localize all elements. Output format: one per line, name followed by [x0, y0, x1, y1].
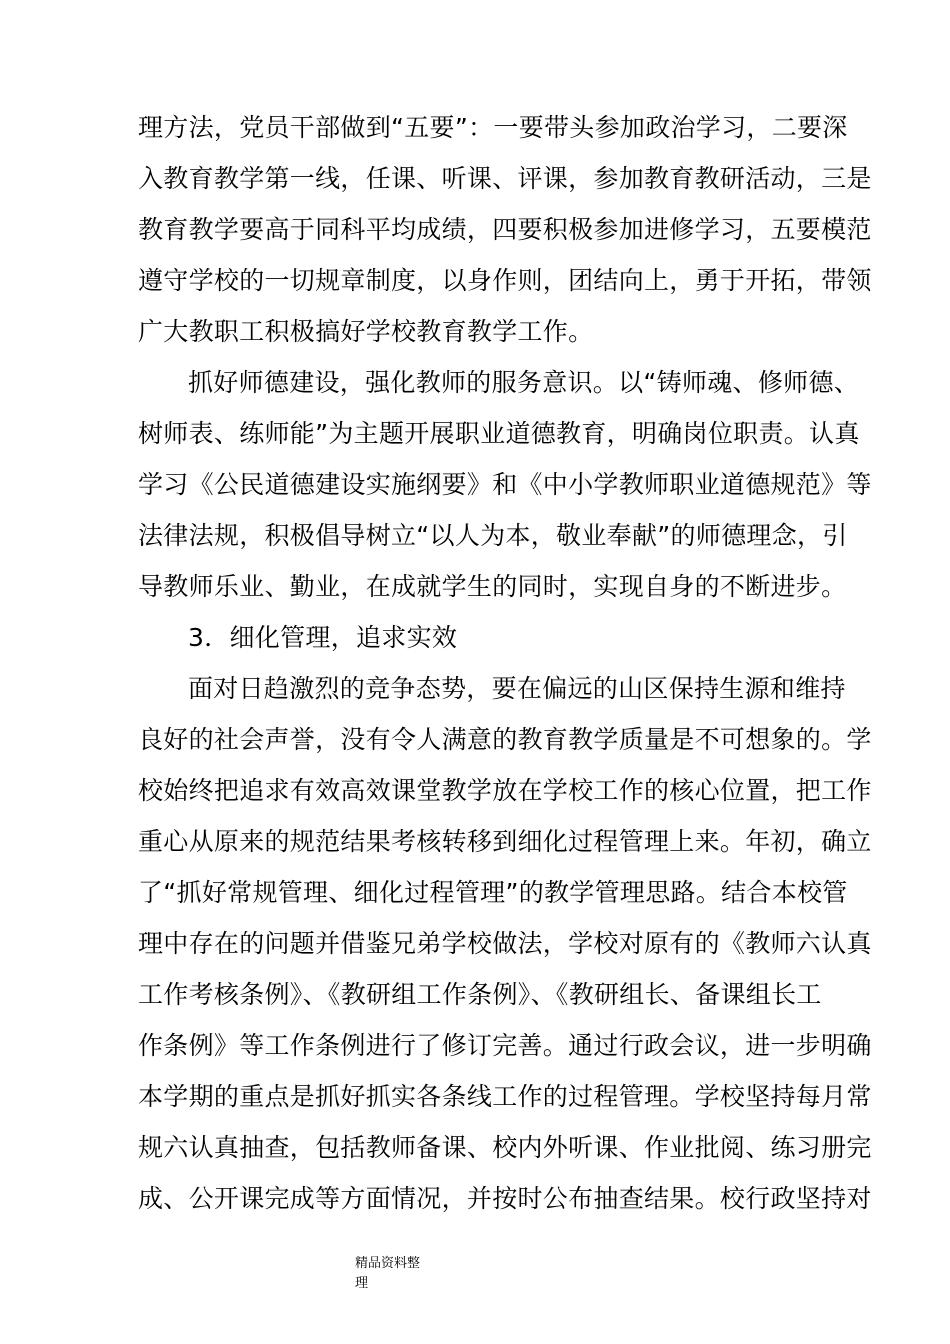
text-line: 良好的社会声誉，没有令人满意的教育教学质量是不可想象的。学 [138, 725, 872, 754]
paragraph-start-line: 面对日趋激烈的竞争态势，要在偏远的山区保持生源和维持 [188, 674, 846, 703]
paragraph-start-line: 抓好师德建设，强化教师的服务意识。以“铸师魂、修师德、 [188, 368, 860, 397]
text-line: 遵守学校的一切规章制度，以身作则，团结向上，勇于开拓，带领 [138, 266, 872, 295]
text-line: 法律法规，积极倡导树立“以人为本，敬业奉献”的师德理念，引 [138, 521, 848, 550]
text-line: 重心从原来的规范结果考核转移到细化过程管理上来。年初，确立 [138, 827, 872, 856]
text-line: 理方法，党员干部做到“五要”：一要带头参加政治学习，二要深 [138, 113, 848, 142]
text-line: 树师表、练师能”为主题开展职业道德教育，明确岗位职责。认真 [138, 419, 860, 448]
footer-text-line-1: 精品资料整 [355, 1256, 421, 1271]
text-line: 学习《公民道德建设实施纲要》和《中小学教师职业道德规范》等 [138, 470, 872, 499]
text-line: 本学期的重点是抓好抓实各条线工作的过程管理。学校坚持每月常 [138, 1082, 872, 1111]
text-line: 工作考核条例》、《教研组工作条例》、《教研组长、备课组长工 [138, 980, 822, 1009]
text-line: 成、公开课完成等方面情况，并按时公布抽查结果。校行政坚持对 [138, 1184, 872, 1213]
text-line: 导教师乐业、勤业，在成就学生的同时，实现自身的不断进步。 [138, 572, 847, 601]
section-heading: 3．细化管理，追求实效 [188, 623, 458, 652]
text-line: 教育教学要高于同科平均成绩，四要积极参加进修学习，五要模范 [138, 215, 872, 244]
text-line: 理中存在的问题并借鉴兄弟学校做法，学校对原有的《教师六认真 [138, 929, 872, 958]
text-line: 入教育教学第一线，任课、听课、评课，参加教育教研活动，三是 [138, 164, 872, 193]
footer-text-line-2: 理 [355, 1276, 369, 1291]
text-line: 了“抓好常规管理、细化过程管理”的教学管理思路。结合本校管 [138, 878, 848, 907]
text-line: 广大教职工积极搞好学校教育教学工作。 [138, 317, 594, 346]
text-line: 作条例》等工作条例进行了修订完善。通过行政会议，进一步明确 [138, 1031, 872, 1060]
text-line: 规六认真抽查，包括教师备课、校内外听课、作业批阅、练习册完 [138, 1133, 872, 1162]
text-line: 校始终把追求有效高效课堂教学放在学校工作的核心位置，把工作 [138, 776, 872, 805]
page-footer [355, 1254, 445, 1294]
